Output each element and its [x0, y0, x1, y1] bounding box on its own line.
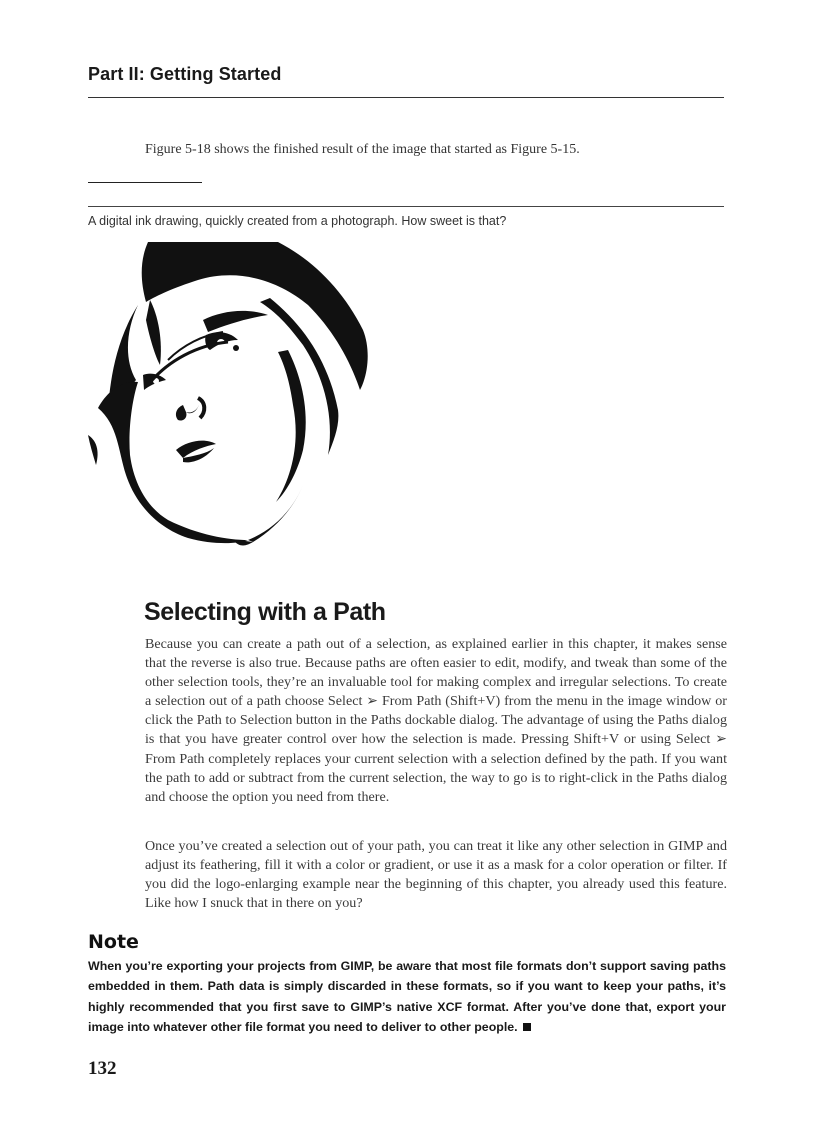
section-title: Selecting with a Path — [144, 598, 386, 626]
figure-label-rule — [88, 182, 202, 183]
note-text: When you’re exporting your projects from GIMP, be aware that most file formats don’t support saving paths embedded in them. Path data is simply discarded in these formats, so if you want to keep your paths, it’s highly recommended that you first save to GIMP’s native XCF format. After you’ve done that, export your image into whatever other file format you need to deliver to other people. — [88, 959, 726, 1035]
ink-drawing-figure — [88, 240, 373, 548]
part-header: Part II: Getting Started — [88, 64, 282, 84]
end-of-note-square-icon — [523, 1023, 531, 1031]
body-paragraph: Once you’ve created a selection out of your path, you can treat it like any other selection in GIMP and adjust its feathering, fill it with a color or gradient, or use it as a mask for a color operation or filter. If you did the logo-enlarging example near the beginning of this chapter, you already used this feature. Like how I snuck that in there on you? — [145, 838, 727, 912]
header-rule — [88, 97, 724, 98]
page-number: 132 — [88, 1058, 117, 1079]
note-box — [88, 956, 726, 1038]
ink-drawing-image — [88, 240, 373, 548]
figure-caption: A digital ink drawing, quickly created from a photograph. How sweet is that? — [88, 214, 507, 228]
note-title: Note — [88, 931, 139, 953]
intro-paragraph: Figure 5-18 shows the finished result of the image that started as Figure 5-15. — [145, 142, 580, 157]
body-paragraph: Because you can create a path out of a selection, as explained earlier in this chapter, it makes sense that the reverse is also true. Because paths are often easier to edit, modify, and tweak than some of the other selection tools, they’re an invaluable tool for making complex and irregular selections. To create a selection out of a path choose Select ➢ From Path (Shift+V) from the menu in the image window or click the Path to Selection button in the Paths dockable dialog. The advantage of using the Paths dialog is that you have greater control over how the selection is made. Pressing Shift+V or using Select ➢ From Path completely replaces your current selection with a selection defined by the path. If you want the path to add or subtract from the current selection, the way to go is to right-click in the Paths dialog and choose the option you need from there. — [145, 636, 727, 805]
figure-rule — [88, 206, 724, 207]
